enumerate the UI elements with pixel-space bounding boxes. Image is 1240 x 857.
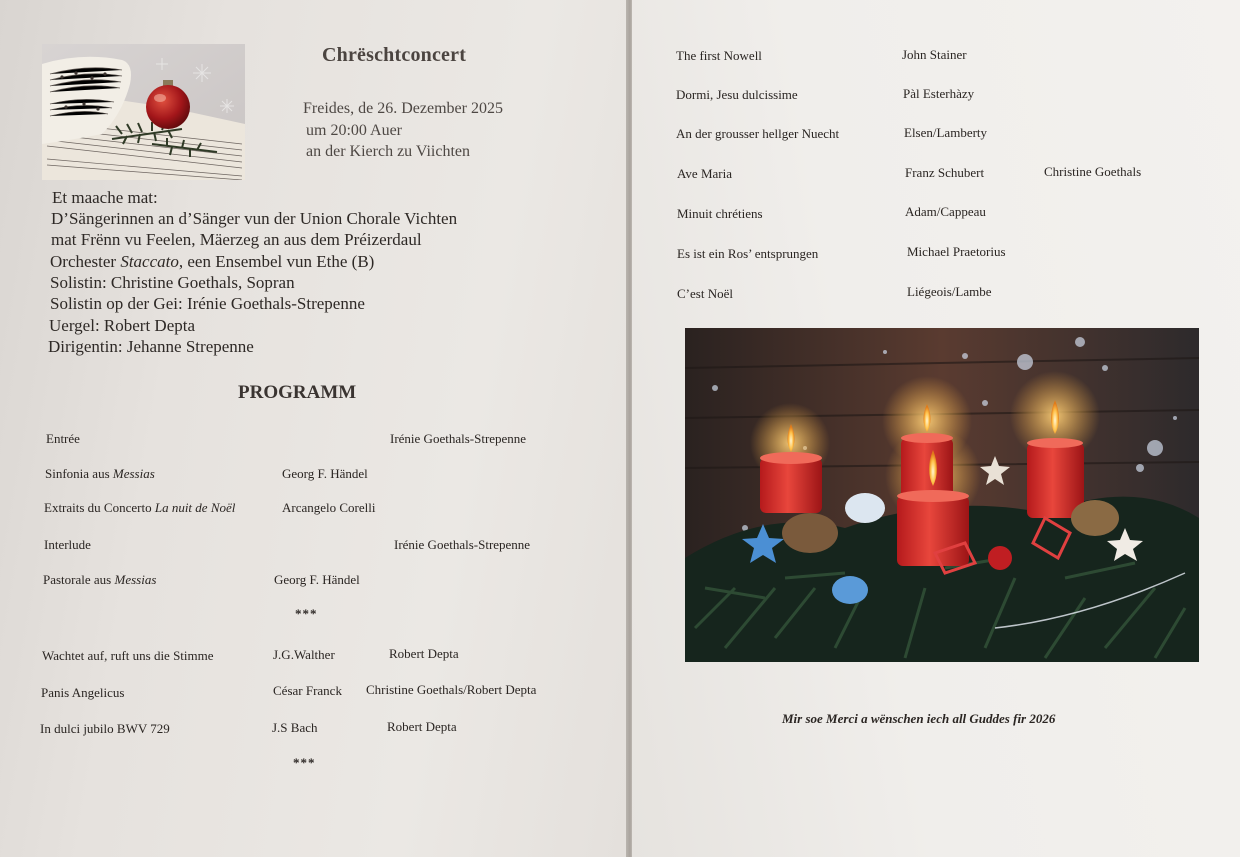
program-performer: Robert Depta (389, 646, 459, 661)
program-composer: Michael Praetorius (907, 244, 1006, 259)
program-separator: *** (293, 755, 316, 770)
participant-line: Uergel: Robert Depta (49, 316, 196, 335)
advent-candles-picture (685, 328, 1199, 662)
participant-line: mat Frënn vu Feelen, Mäerzeg an aus dem Préizerdaul (51, 230, 422, 249)
program-composer: John Stainer (902, 47, 967, 62)
piece-title-italic: Messias (112, 466, 155, 481)
sheet-music-ornament-picture (42, 44, 245, 180)
program-heading: PROGRAMM (238, 382, 357, 403)
program-composer: Arcangelo Corelli (282, 500, 376, 515)
piece-title: Extraits du Concerto (44, 500, 155, 515)
program-piece: In dulci jubilo BWV 729 (40, 721, 170, 736)
piece-title: Sinfonia aus (45, 466, 113, 481)
participant-line: D’Sängerinnen an d’Sänger vun der Union Chorale Vichten (51, 209, 458, 228)
program-composer: César Franck (273, 683, 342, 698)
program-piece: Es ist ein Ros’ entsprungen (677, 246, 819, 261)
program-piece: An der grousser hellger Nuecht (676, 126, 840, 141)
orchestra-name: Staccato (120, 252, 179, 271)
program-composer: J.S Bach (272, 720, 318, 735)
program-piece: Minuit chrétiens (677, 206, 763, 221)
program-performer: Robert Depta (387, 719, 457, 734)
program-composer: Georg F. Händel (282, 466, 368, 481)
program-composer: Pàl Esterhàzy (903, 86, 975, 101)
program-performer: Irénie Goethals-Strepenne (390, 431, 527, 446)
program-piece: C’est Noël (677, 286, 733, 301)
program-composer: Elsen/Lamberty (904, 125, 988, 140)
piece-title-italic: La nuit de Noël (154, 500, 236, 515)
program-composer: Adam/Cappeau (905, 204, 986, 219)
participant-line: Dirigentin: Jehanne Strepenne (48, 337, 254, 356)
program-piece: Entrée (46, 431, 80, 446)
program-performer: Christine Goethals/Robert Depta (366, 682, 537, 697)
program-composer: Georg F. Händel (274, 572, 360, 587)
participant-line: Solistin op der Gei: Irénie Goethals-Strepenne (50, 294, 365, 313)
program-piece (44, 500, 235, 516)
program-piece (45, 466, 155, 482)
program-performer: Irénie Goethals-Strepenne (394, 537, 531, 552)
program-piece: The first Nowell (676, 48, 762, 63)
concert-location: an der Kierch zu Viichten (306, 143, 471, 160)
program-performer: Christine Goethals (1044, 164, 1142, 179)
program-piece: Panis Angelicus (41, 685, 125, 700)
participant-orchestra-line (50, 252, 374, 272)
program-composer: Franz Schubert (905, 165, 985, 180)
program-piece: Dormi, Jesu dulcissime (676, 87, 798, 102)
program-piece: Interlude (44, 537, 91, 552)
program-piece: Wachtet auf, ruft uns die Stimme (42, 648, 214, 663)
concert-title: Chrëschtconcert (322, 44, 467, 66)
concert-time: um 20:00 Auer (306, 122, 402, 139)
participants-heading: Et maache mat: (52, 188, 158, 207)
orchestra-suffix: , een Ensembel vun Ethe (B) (178, 252, 375, 271)
program-piece: Ave Maria (677, 166, 732, 181)
program-composer: J.G.Walther (273, 647, 335, 662)
piece-title-italic: Messias (114, 572, 157, 587)
participant-line: Solistin: Christine Goethals, Sopran (50, 273, 295, 292)
piece-title: Pastorale aus (43, 572, 115, 587)
concert-date: Freides, de 26. Dezember 2025 (303, 100, 503, 117)
closing-greeting: Mir soe Merci a wënschen iech all Guddes fir 2026 (782, 711, 1056, 726)
program-composer: Liégeois/Lambe (907, 284, 992, 299)
orchestra-prefix: Orchester (50, 252, 121, 271)
program-separator: *** (295, 606, 318, 621)
program-piece (43, 572, 156, 588)
